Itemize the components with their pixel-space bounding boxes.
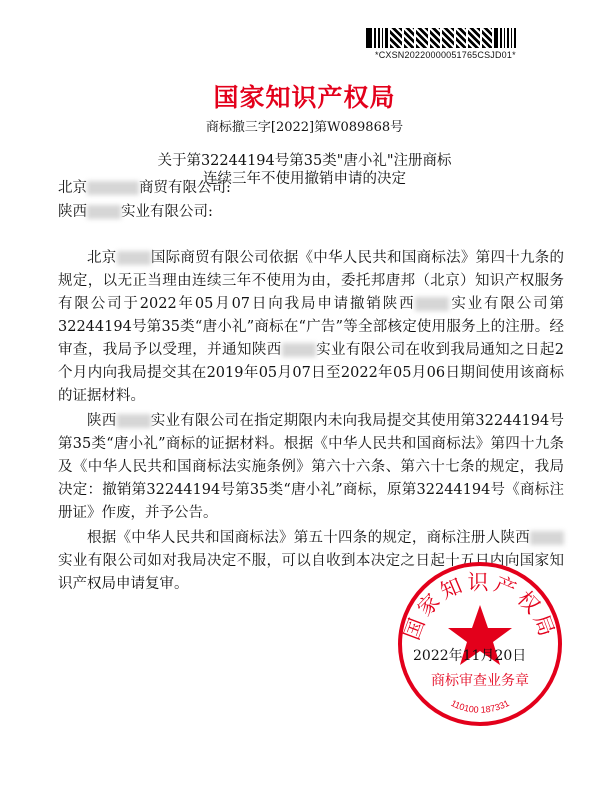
barcode-bar: [494, 28, 498, 48]
barcode-bar: [511, 28, 512, 48]
paragraph-2: [58, 410, 564, 525]
barcode-bar: [507, 28, 509, 48]
heading-line-1: 关于第32244194号第35类"唐小礼"注册商标: [157, 153, 452, 169]
barcode-bar: [382, 28, 383, 48]
text: 陕西: [87, 413, 117, 429]
barcode-bar: [504, 28, 505, 48]
addressee-2: [58, 200, 213, 221]
addressee-text: 陕西: [58, 204, 87, 220]
addressee-text: 北京: [58, 180, 87, 196]
heading-line-2: 连续三年不使用撤销申请的决定: [203, 171, 406, 187]
barcode-bar: [390, 28, 402, 48]
redacted-text: [530, 531, 564, 545]
barcode: [366, 28, 536, 48]
barcode-bar: [514, 28, 516, 48]
barcode-bar: [430, 28, 440, 48]
barcode-bar: [468, 28, 480, 48]
barcode-bar: [378, 28, 380, 48]
barcode-text: *CXSN20220000051765CSJD01*: [375, 50, 516, 60]
text: 根据《中华人民共和国商标法》第五十四条的规定，商标注册人陕西: [87, 530, 530, 546]
text: 实业有限公司在指定期限内未向我局提交其使用第32244194号第35类“唐小礼”商标的证据材料。根据《中华人民共和国商标法》第四十九条及《中华人民共和国商标法实施条例》第六十六条、第六十七条的规定，我局决定：撤销第32244194号第35类“唐小礼”商标，原第32244194号《商标注册证》作废，并予公告。: [58, 413, 564, 521]
redacted-text: [117, 414, 151, 428]
decision-body: [58, 247, 564, 596]
barcode-bar: [366, 28, 372, 48]
decision-date: 2022年11月20日: [413, 648, 527, 664]
barcode-bar: [416, 28, 428, 48]
redacted-text: [415, 297, 449, 311]
text: 北京: [87, 250, 117, 266]
redacted-text: [87, 181, 139, 195]
document-number: 商标撤三字[2022]第W089868号: [205, 120, 404, 135]
barcode-bar: [500, 28, 502, 48]
barcode-bar: [374, 28, 376, 48]
text: 实业有限公司在收到我局通知之日起2个月内向我局提交其在2019年05月07日至2022年05月06日期间使用该商标的证据材料。: [58, 342, 564, 404]
official-seal: [396, 560, 564, 728]
paragraph-1: [58, 247, 564, 408]
addressee-text: 实业有限公司:: [121, 204, 213, 220]
addressee-text: 商贸有限公司:: [139, 180, 231, 196]
redacted-text: [282, 343, 316, 357]
text: 实业有限公司如对我局决定不服，可以自收到本决定之日起十五日内向国家知识产权局申请复审。: [58, 553, 564, 592]
barcode-bar: [442, 28, 454, 48]
barcode-bar: [404, 28, 414, 48]
seal-arc-text: 国家知识产权局: [399, 570, 561, 644]
addressee-1: [58, 176, 231, 197]
barcode-bar: [456, 28, 466, 48]
redacted-text: [117, 251, 151, 265]
text: 实业有限公司第32244194号第35类“唐小礼”商标在“广告”等全部核定使用服务上的注册。经审查，我局予以受理，并通知陕西: [58, 296, 564, 358]
barcode-bar: [482, 28, 492, 48]
seal-number: 110100 187331: [449, 698, 511, 715]
text: 国际商贸有限公司依据《中华人民共和国商标法》第四十九条的规定，以无正当理由连续三年不使用为由，委托邦唐邦（北京）知识产权服务有限公司于2022年05月07日向我局申请撤销陕西: [58, 250, 565, 312]
seal-bottom-text: 商标审查业务章: [431, 673, 529, 689]
agency-title: 国家知识产权局: [213, 83, 396, 112]
redacted-text: [87, 205, 121, 219]
barcode-bar: [385, 28, 388, 48]
